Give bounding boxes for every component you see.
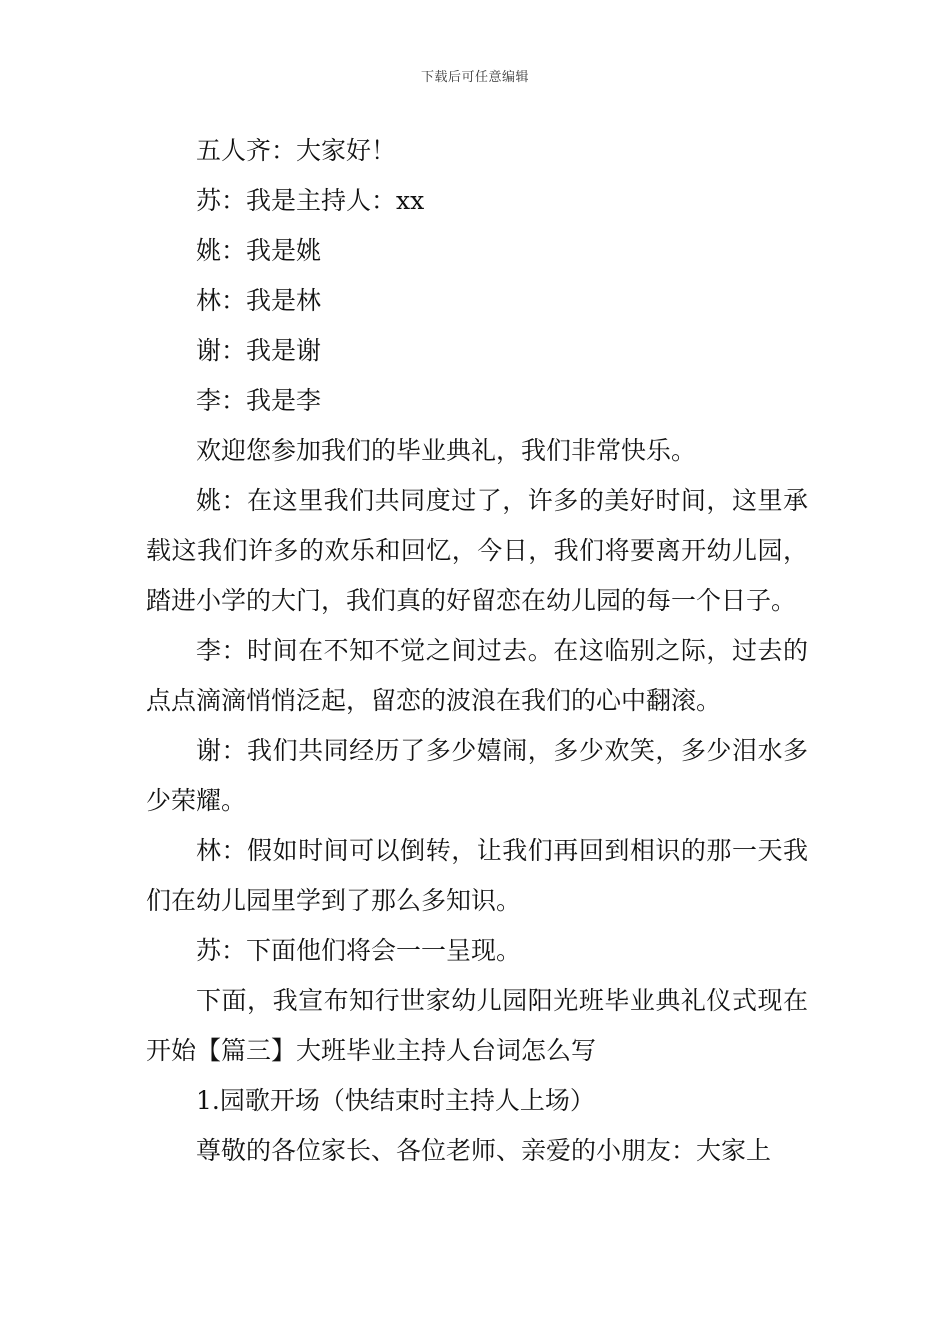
paragraph: 林：我是林 bbox=[196, 286, 322, 315]
paragraph: 谢：我是谢 bbox=[196, 336, 322, 365]
paragraph: 尊敬的各位家长、各位老师、亲爱的小朋友：大家上 bbox=[196, 1136, 772, 1165]
paragraph: 姚：在这里我们共同度过了，许多的美好时间，这里承载这我们许多的欢乐和回忆，今日，我们将要离开幼儿园，踏进小学的大门，我们真的好留恋在幼儿园的每一个日子。 bbox=[146, 486, 808, 615]
paragraph: 姚：我是姚 bbox=[196, 236, 322, 265]
paragraph: 苏：下面他们将会一一呈现。 bbox=[196, 936, 522, 965]
paragraph: 李：我是李 bbox=[196, 386, 322, 415]
paragraph: 1.园歌开场（快结束时主持人上场） bbox=[196, 1086, 595, 1115]
document-body bbox=[146, 126, 808, 1176]
page-header: 下载后可任意编辑 bbox=[420, 70, 529, 85]
paragraph: 欢迎您参加我们的毕业典礼，我们非常快乐。 bbox=[196, 436, 697, 465]
paragraph: 下面，我宣布知行世家幼儿园阳光班毕业典礼仪式现在开始【篇三】大班毕业主持人台词怎么写 bbox=[146, 986, 808, 1065]
paragraph: 林：假如时间可以倒转，让我们再回到相识的那一天我们在幼儿园里学到了那么多知识。 bbox=[146, 836, 808, 915]
paragraph: 谢：我们共同经历了多少嬉闹，多少欢笑，多少泪水多少荣耀。 bbox=[146, 736, 808, 815]
paragraph: 五人齐：大家好！ bbox=[196, 136, 397, 165]
paragraph: 李：时间在不知不觉之间过去。在这临别之际，过去的点点滴滴悄悄泛起，留恋的波浪在我们的心中翻滚。 bbox=[146, 636, 808, 715]
paragraph: 苏：我是主持人：xx bbox=[196, 186, 425, 215]
